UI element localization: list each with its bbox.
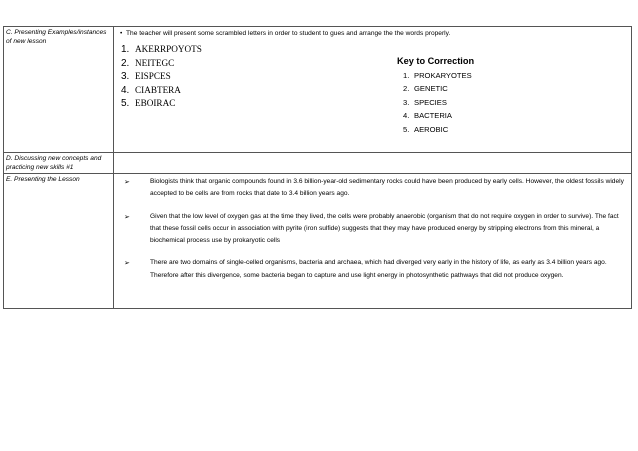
arrow-bullet-icon: ➢ — [124, 212, 130, 221]
item-number: 3. — [403, 97, 410, 107]
answer-word: BACTERIA — [414, 111, 452, 121]
item-number: 4. — [403, 111, 410, 121]
list-item — [403, 69, 472, 82]
instruction-text: The teacher will present some scrambled letters in order to student to gues and arrange the the words properly. — [126, 30, 451, 37]
list-item — [121, 70, 202, 84]
item-number: 3. — [121, 71, 130, 83]
scrambled-word: CIABTERA — [135, 84, 181, 95]
key-to-correction-title: Key to Correction — [397, 56, 475, 66]
table-row — [4, 174, 632, 309]
list-item — [403, 123, 472, 136]
row-label-cell — [4, 174, 114, 309]
lesson-point — [124, 257, 627, 282]
item-number: 2. — [121, 57, 130, 69]
list-item — [121, 43, 202, 57]
content-cell — [114, 153, 632, 174]
table-row — [4, 153, 632, 174]
answer-key-list — [403, 69, 472, 136]
content-cell — [114, 174, 632, 309]
item-number: 4. — [121, 84, 130, 96]
item-number: 2. — [403, 84, 410, 94]
list-item — [403, 109, 472, 122]
answer-word: PROKARYOTES — [414, 71, 472, 80]
scrambled-word: EISPCES — [135, 71, 171, 82]
row-label: D. Discussing new concepts and practicing new skills #1 — [6, 155, 102, 171]
lesson-point-text: There are two domains of single-celled organisms, bacteria and archaea, which had diverged very early in the history of life, as early as 3.4 billion years ago. Therefore after this divergence, some bacteria began to capture and use light energy in photosynthetic pathways that did not produce oxygen. — [150, 259, 607, 279]
row-label: E. Presenting the Lesson — [6, 176, 80, 183]
list-item — [403, 96, 472, 109]
lesson-plan-table — [3, 26, 632, 309]
row-label-cell — [4, 153, 114, 174]
row-label-cell — [4, 27, 114, 153]
scrambled-letters-list — [121, 43, 202, 111]
scrambled-word: AKERRPOYOTS — [135, 44, 202, 54]
list-item — [403, 82, 472, 95]
lesson-point — [124, 176, 627, 201]
scrambled-word: NEITEGC — [135, 57, 175, 68]
item-number: 1. — [403, 71, 410, 80]
scrambled-word: EBOIRAC — [135, 98, 176, 109]
instruction-bullet — [120, 29, 450, 38]
list-item — [121, 84, 202, 98]
item-number: 5. — [403, 124, 410, 134]
arrow-bullet-icon: ➢ — [124, 259, 130, 268]
list-item — [121, 57, 202, 71]
item-number: 5. — [121, 98, 130, 110]
row-label: C. Presenting Examples/instances of new lesson — [6, 29, 107, 45]
content-cell — [114, 27, 632, 153]
lesson-point-text: Given that the low level of oxygen gas at the time they lived, the cells were probably anaerobic (organism that do not require oxygen in order to survive). The fact that these fossil cells occur in association with pyrite (iron sulfide) suggests that they may have produced energy by stripping electrons from this mineral, a biochemical process use by prokaryotic cells — [150, 212, 619, 245]
table-row — [4, 27, 632, 153]
item-number: 1. — [121, 44, 130, 55]
arrow-bullet-icon: ➢ — [124, 178, 130, 186]
answer-word: SPECIES — [414, 97, 447, 107]
lesson-point — [124, 211, 627, 248]
answer-word: GENETIC — [414, 84, 448, 94]
answer-word: AEROBIC — [414, 124, 449, 134]
list-item — [121, 97, 202, 111]
lesson-point-text: Biologists think that organic compounds found in 3.6 billion-year-old sedimentary rocks could have been produced by early cells. However, the oldest fossils widely accepted to be cells are from rocks that date to 3.4 billion years ago. — [150, 178, 624, 198]
bullet-icon: • — [120, 30, 123, 37]
